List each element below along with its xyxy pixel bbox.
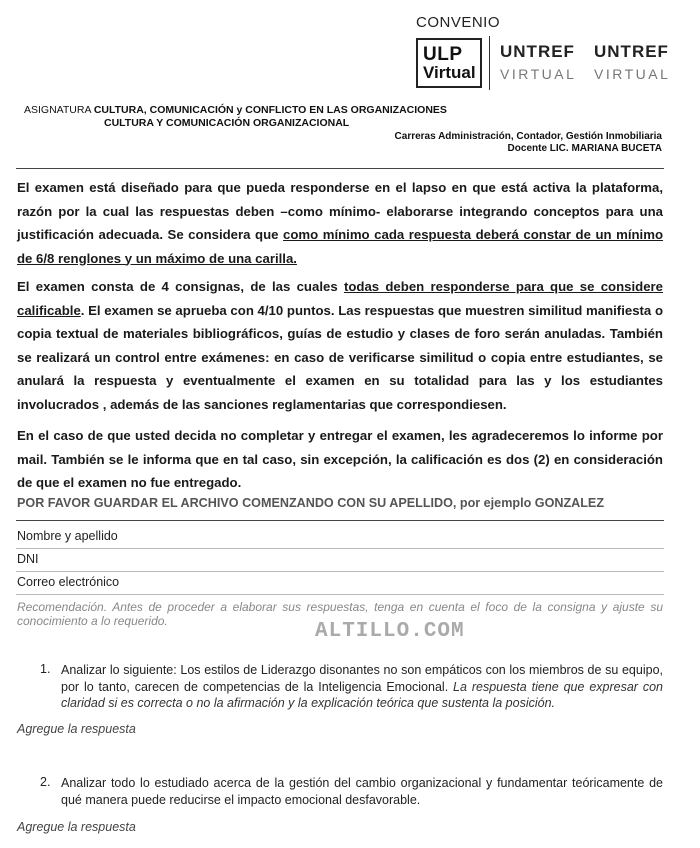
instructions-paragraph-1 — [17, 176, 663, 270]
logo-divider — [489, 36, 490, 90]
p1-text: El examen está diseñado para que pueda responderse en el lapso en que está activa la plataforma, razón por la cual las respuestas deben –como mínimo- elaborarse integrando conceptos para una justificación adecuada. Se considera que — [17, 180, 663, 242]
subject-alt-name: CULTURA Y COMUNICACIÓN ORGANIZACIONAL — [104, 117, 350, 129]
ulp-virtual-logo — [416, 38, 482, 88]
ulp-logo-line2: Virtual — [423, 62, 476, 82]
p2-underline: todas deben responderse para que se considere calificable — [17, 279, 664, 318]
untref-logo-1-bottom: VIRTUAL — [500, 66, 577, 82]
name-field[interactable]: Nombre y apellido — [17, 529, 118, 543]
course-info — [395, 131, 662, 155]
subject-name: CULTURA, COMUNICACIÓN y CONFLICTO EN LAS ORGANIZACIONES — [93, 104, 447, 116]
dni-field-line — [16, 571, 664, 572]
teacher-text: Docente LIC. MARIANA BUCETA — [507, 143, 662, 154]
convenio-label: CONVENIO — [416, 14, 501, 31]
watermark: ALTILLO.COM — [315, 620, 465, 643]
recommendation-text: Recomendación. Antes de proceder a elaborar sus respuestas, tenga en cuenta el foco de la consigna y ajuste su conocimiento a lo requerido. — [17, 600, 663, 628]
name-field-line — [16, 548, 664, 549]
p1-underline: como mínimo cada respuesta deberá constar de un mínimo de 6/8 renglones y un máximo de una carilla. — [17, 227, 664, 266]
question-1-answer[interactable]: Agregue la respuesta — [17, 722, 136, 736]
careers-text: Carreras Administración, Contador, Gestión Inmobiliaria — [394, 131, 662, 142]
fields-top-divider — [16, 520, 664, 521]
question-1-number: 1. — [40, 662, 51, 676]
header-divider — [16, 168, 664, 169]
untref-logo-2-top: UNTREF — [594, 42, 669, 61]
save-file-note: POR FAVOR GUARDAR EL ARCHIVO COMENZANDO CON SU APELLIDO, por ejemplo GONZALEZ — [17, 496, 605, 510]
p2-text: El examen consta de 4 consignas, de las cuales — [17, 279, 344, 294]
ulp-logo-line1: ULP — [423, 43, 463, 65]
question-1-italic: La respuesta tiene que expresar con claridad si es correcta o no la afirmación y la explicación teórica que sustenta la posición. — [61, 679, 663, 710]
instructions-paragraph-3: En el caso de que usted decida no completar y entregar el examen, les agradeceremos lo informe por mail. También se le informa que en tal caso, sin excepción, la calificación es dos (2) en consideración de que el examen no fue entregado. — [17, 428, 663, 490]
subject-line — [24, 104, 447, 117]
subject-label: ASIGNATURA — [24, 104, 91, 116]
instructions-paragraph-2 — [17, 275, 663, 416]
email-field-line — [16, 594, 664, 595]
email-field[interactable]: Correo electrónico — [17, 575, 120, 589]
question-2-number: 2. — [40, 775, 51, 789]
p2-rest: . El examen se aprueba con 4/10 puntos. Las respuestas que muestren similitud manifiesta o copia textual de materiales bibliográficos, guías de estudio y clases de foro serán anuladas. También se realizará un control entre exámenes: en caso de verificarse similitud o copia entre estudiantes, se anulará la respuesta y eventualmente el examen en su totalidad para las y los estudiantes involucrados , además de las sanciones reglamentarias que correspondiesen. — [17, 302, 663, 412]
question-1-text — [61, 662, 663, 712]
untref-logo-1-top: UNTREF — [500, 42, 575, 61]
dni-field[interactable]: DNI — [17, 552, 39, 566]
question-2-answer[interactable]: Agregue la respuesta — [17, 820, 136, 834]
question-2-text: Analizar todo lo estudiado acerca de la gestión del cambio organizacional y fundamentar teóricamente de qué manera puede reducirse el impacto emocional desfavorable. — [61, 776, 663, 807]
untref-logo-2-bottom: VIRTUAL — [594, 66, 671, 82]
question-1-body: Analizar lo siguiente: Los estilos de Liderazgo disonantes no son empáticos con los miembros de su equipo, por lo tanto, carecen de competencias de la Inteligencia Emocional. — [61, 663, 663, 694]
